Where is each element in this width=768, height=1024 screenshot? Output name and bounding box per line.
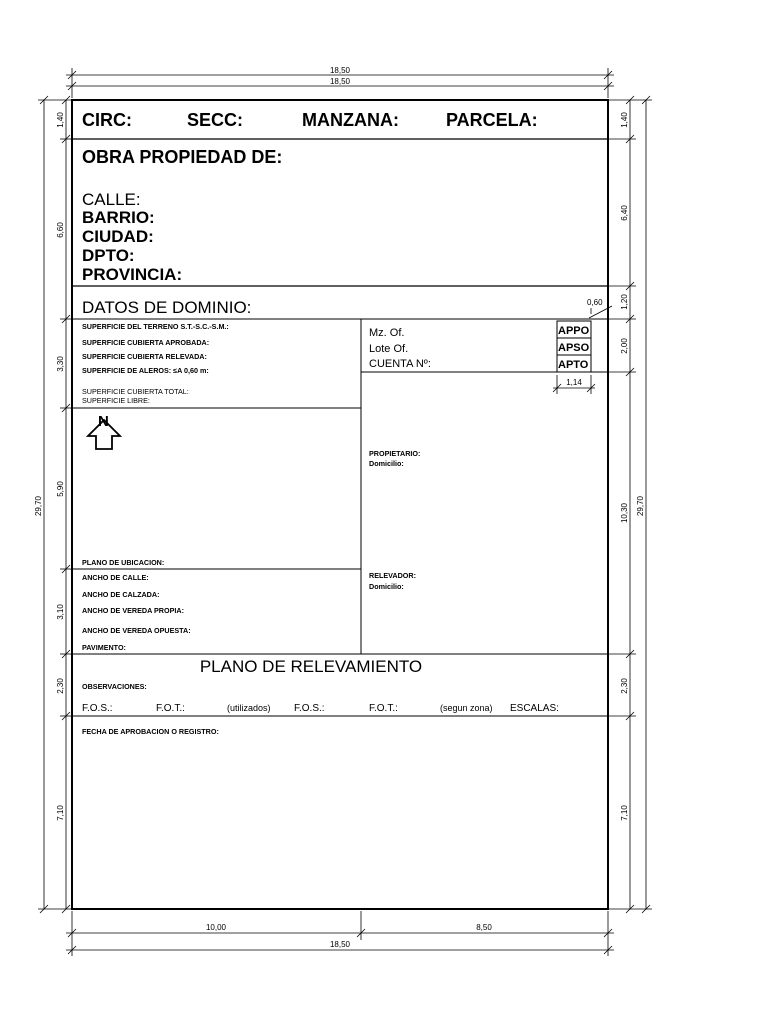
observaciones-label: OBSERVACIONES: — [82, 682, 147, 691]
vereda-opuesta-label: ANCHO DE VEREDA OPUESTA: — [82, 626, 191, 635]
dim-box-width: 0,60 — [587, 298, 603, 307]
plano-relevamiento-title: PLANO DE RELEVAMIENTO — [199, 657, 423, 676]
segun-zona-label: (segun zona) — [440, 703, 493, 713]
manzana-label: MANZANA: — [302, 110, 399, 130]
sup-terreno-label: SUPERFICIE DEL TERRENO S.T.-S.C.-S.M.: — [82, 322, 229, 331]
apso-label: APSO — [558, 342, 590, 354]
parcela-label: PARCELA: — [446, 110, 538, 130]
dimension-bottom — [66, 911, 614, 956]
apto-label: APTO — [558, 359, 589, 371]
secc-label: SECC: — [187, 110, 244, 130]
dim-right-1: 1,40 — [620, 112, 629, 128]
sup-aleros-label: SUPERFICIE DE ALEROS: ≤A 0,60 m: — [82, 366, 209, 375]
ancho-calzada-label: ANCHO DE CALZADA: — [82, 590, 160, 599]
north-letter: N — [98, 413, 109, 430]
dim-bottom-left: 10,00 — [205, 923, 227, 932]
circ-label: CIRC: — [82, 110, 132, 130]
fot-utilizado-label: F.O.T.: — [156, 703, 185, 714]
dim-top-outer: 18,50 — [329, 66, 351, 75]
lote-of-label: Lote Of. — [369, 343, 409, 355]
fecha-aprobacion-label: FECHA DE APROBACION O REGISTRO: — [82, 727, 219, 736]
dim-right-7: 7,10 — [620, 805, 629, 821]
dpto-label: DPTO: — [82, 246, 135, 265]
dim-right-2: 6,40 — [620, 205, 629, 221]
ancho-calle-label: ANCHO DE CALLE: — [82, 573, 149, 582]
fos-zona-label: F.O.S.: — [294, 703, 325, 714]
escalas-label: ESCALAS: — [510, 703, 559, 714]
dim-left-1: 1,40 — [56, 112, 65, 128]
dim-right-6: 2,30 — [620, 678, 629, 694]
dim-top-inner: 18,50 — [329, 77, 351, 86]
dim-bottom-right: 8,50 — [476, 923, 492, 932]
ciudad-label: CIUDAD: — [82, 227, 154, 246]
mz-of-label: Mz. Of. — [369, 327, 405, 339]
propietario-domicilio-label: Domicilio: — [369, 459, 404, 468]
dim-right-5: 10,30 — [620, 502, 629, 524]
obra-propiedad-label: OBRA PROPIEDAD DE: — [82, 147, 283, 167]
dim-left-7: 7,10 — [56, 805, 65, 821]
propietario-label: PROPIETARIO: — [369, 449, 421, 458]
dim-left-6: 2,30 — [56, 678, 65, 694]
barrio-label: BARRIO: — [82, 208, 155, 227]
datos-dominio-label: DATOS DE DOMINIO: — [82, 298, 252, 317]
dim-left-4: 5,90 — [56, 481, 65, 497]
sup-aprobada-label: SUPERFICIE CUBIERTA APROBADA: — [82, 338, 210, 347]
dimension-left — [38, 96, 72, 913]
plano-ubicacion-label: PLANO DE UBICACION: — [82, 558, 165, 567]
dim-right-3: 1,20 — [620, 294, 629, 310]
relevador-domicilio-label: Domicilio: — [369, 582, 404, 591]
dim-right-4: 2,00 — [620, 338, 629, 354]
fos-utilizado-label: F.O.S.: — [82, 703, 113, 714]
utilizados-label: (utilizados) — [227, 703, 271, 713]
vereda-propia-label: ANCHO DE VEREDA PROPIA: — [82, 606, 184, 615]
sup-libre-label: SUPERFICIE LIBRE: — [82, 396, 150, 405]
dim-left-5: 3,10 — [56, 604, 65, 620]
appo-label: APPO — [558, 325, 590, 337]
pavimento-label: PAVIMENTO: — [82, 643, 126, 652]
dim-left-2: 6,60 — [56, 222, 65, 238]
calle-label: CALLE: — [82, 190, 141, 209]
cuenta-label: CUENTA Nº: — [369, 358, 431, 370]
dim-left-3: 3,30 — [56, 356, 65, 372]
provincia-label: PROVINCIA: — [82, 265, 183, 284]
dim-left-total: 29,70 — [34, 495, 43, 517]
relevador-label: RELEVADOR: — [369, 571, 416, 580]
dim-bottom-total: 18,50 — [329, 940, 351, 949]
fot-zona-label: F.O.T.: — [369, 703, 398, 714]
sup-relevada-label: SUPERFICIE CUBIERTA RELEVADA: — [82, 352, 207, 361]
dim-right-total: 29,70 — [636, 495, 645, 517]
sup-total-label: SUPERFICIE CUBIERTA TOTAL: — [82, 387, 189, 396]
dim-box-height: 1,14 — [566, 378, 582, 387]
